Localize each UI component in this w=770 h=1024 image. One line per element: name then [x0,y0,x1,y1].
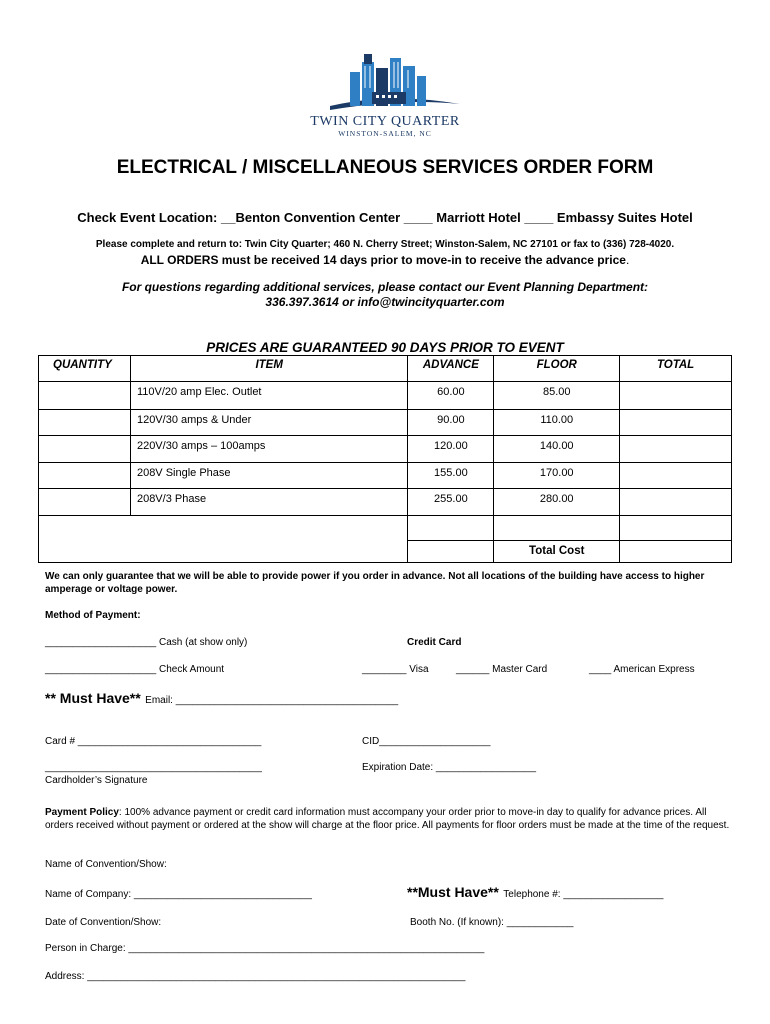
amex-option[interactable]: ____ American Express [589,664,695,675]
email-row [45,690,398,708]
floor-cell: 85.00 [494,382,620,410]
visa-option[interactable]: ________ Visa [362,664,429,675]
advance-cell: 60.00 [408,382,494,410]
table-row [39,463,732,489]
total-cost-value[interactable] [620,541,732,563]
payment-policy-text: : 100% advance payment or credit card information must accompany your order prior to move-in day to qualify for advance prices. All orders received without payment or ordered at the show will charge at the floor price. All payments for floor orders must be made at the time of the request. [45,807,730,831]
quantity-cell[interactable] [39,436,131,463]
header-total: TOTAL [620,356,732,382]
header-floor: FLOOR [494,356,620,382]
total-cost-spacer [408,541,494,563]
floor-cell: 140.00 [494,436,620,463]
signature-line[interactable]: _______________________________________ [45,762,262,773]
questions-line: For questions regarding additional services, please contact our Event Planning Department: [121,280,649,294]
pricing-table [38,355,732,563]
item-cell: 110V/20 amp Elec. Outlet [130,382,407,410]
total-cell[interactable] [620,463,732,489]
blank-total-cell[interactable] [620,516,732,541]
total-cell[interactable] [620,382,732,410]
blank-floor-cell [494,516,620,541]
advance-cell: 120.00 [408,436,494,463]
quantity-cell[interactable] [39,382,131,410]
blank-advance-cell [408,516,494,541]
table-row [39,410,732,436]
advance-cell: 255.00 [408,489,494,516]
blank-cell [39,516,408,563]
contact-line: 336.397.3614 or info@twincityquarter.com [265,295,505,309]
event-location-line: Check Event Location: __Benton Convention Center ____ Marriott Hotel ____ Embassy Suites Hotel [77,210,693,225]
table-row [39,489,732,516]
card-number-field[interactable]: Card # _________________________________ [45,736,262,747]
total-cell[interactable] [620,489,732,516]
payment-policy [45,806,735,832]
header-item: ITEM [130,356,407,382]
table-row [39,382,732,410]
table-header-row [39,356,732,382]
total-cell[interactable] [620,410,732,436]
payment-policy-label: Payment Policy [45,807,119,818]
order-deadline [0,253,770,267]
address-field[interactable]: Address: ____________________________________________________________________ [45,971,466,982]
floor-cell: 170.00 [494,463,620,489]
advance-cell: 155.00 [408,463,494,489]
telephone-field[interactable]: Telephone #: __________________ [503,889,664,900]
quantity-cell[interactable] [39,410,131,436]
table-row [39,436,732,463]
credit-card-label: Credit Card [407,637,462,648]
must-have-label: ** Must Have** [45,690,141,706]
power-warning: We can only guarantee that we will be able to provide power if you order in advance. Not all locations of the building have access to higher amperage or voltage power. [45,571,705,595]
method-of-payment-label: Method of Payment: [45,610,141,621]
person-in-charge-field[interactable]: Person in Charge: ________________________________________________________________ [45,943,485,954]
mastercard-option[interactable]: ______ Master Card [456,664,548,675]
convention-name-field[interactable]: Name of Convention/Show: [45,859,167,870]
expiration-field[interactable]: Expiration Date: __________________ [362,762,537,773]
item-cell: 220V/30 amps – 100amps [130,436,407,463]
quantity-cell[interactable] [39,489,131,516]
order-deadline-period: . [625,253,630,267]
must-have-label-2: **Must Have** [407,884,499,900]
return-instructions: Please complete and return to: Twin City Quarter; 460 N. Cherry Street; Winston-Salem, NC 27101 or fax to (336) 728-4020. [95,239,675,250]
price-guarantee: PRICES ARE GUARANTEED 90 DAYS PRIOR TO EVENT [206,340,564,355]
advance-cell: 90.00 [408,410,494,436]
floor-cell: 110.00 [494,410,620,436]
check-amount-field[interactable]: ____________________ Check Amount [45,664,225,675]
skyline-logo-icon [310,48,470,118]
logo-wordmark: TWIN CITY QUARTER [310,114,460,129]
quantity-cell[interactable] [39,463,131,489]
floor-cell: 280.00 [494,489,620,516]
header-quantity: QUANTITY [39,356,131,382]
header-advance: ADVANCE [408,356,494,382]
form-title: ELECTRICAL / MISCELLANEOUS SERVICES ORDER FORM [116,157,654,178]
order-deadline-text: ALL ORDERS must be received 14 days prior to move-in to receive the advance price [140,253,626,267]
email-field[interactable]: Email: ________________________________________ [145,695,399,706]
item-cell: 120V/30 amps & Under [130,410,407,436]
signature-label: Cardholder’s Signature [45,775,148,786]
cash-field[interactable]: ____________________ Cash (at show only) [45,637,248,648]
logo-subtitle: WINSTON-SALEM, NC [338,129,432,138]
convention-date-field[interactable]: Date of Convention/Show: [45,917,162,928]
total-cell[interactable] [620,436,732,463]
booth-number-field[interactable]: Booth No. (If known): ____________ [410,917,574,928]
total-cost-label: Total Cost [494,541,620,563]
item-cell: 208V Single Phase [130,463,407,489]
telephone-row [407,884,663,902]
cid-field[interactable]: CID____________________ [362,736,491,747]
item-cell: 208V/3 Phase [130,489,407,516]
table-row-blank [39,516,732,541]
company-name-field[interactable]: Name of Company: ________________________________ [45,889,312,900]
